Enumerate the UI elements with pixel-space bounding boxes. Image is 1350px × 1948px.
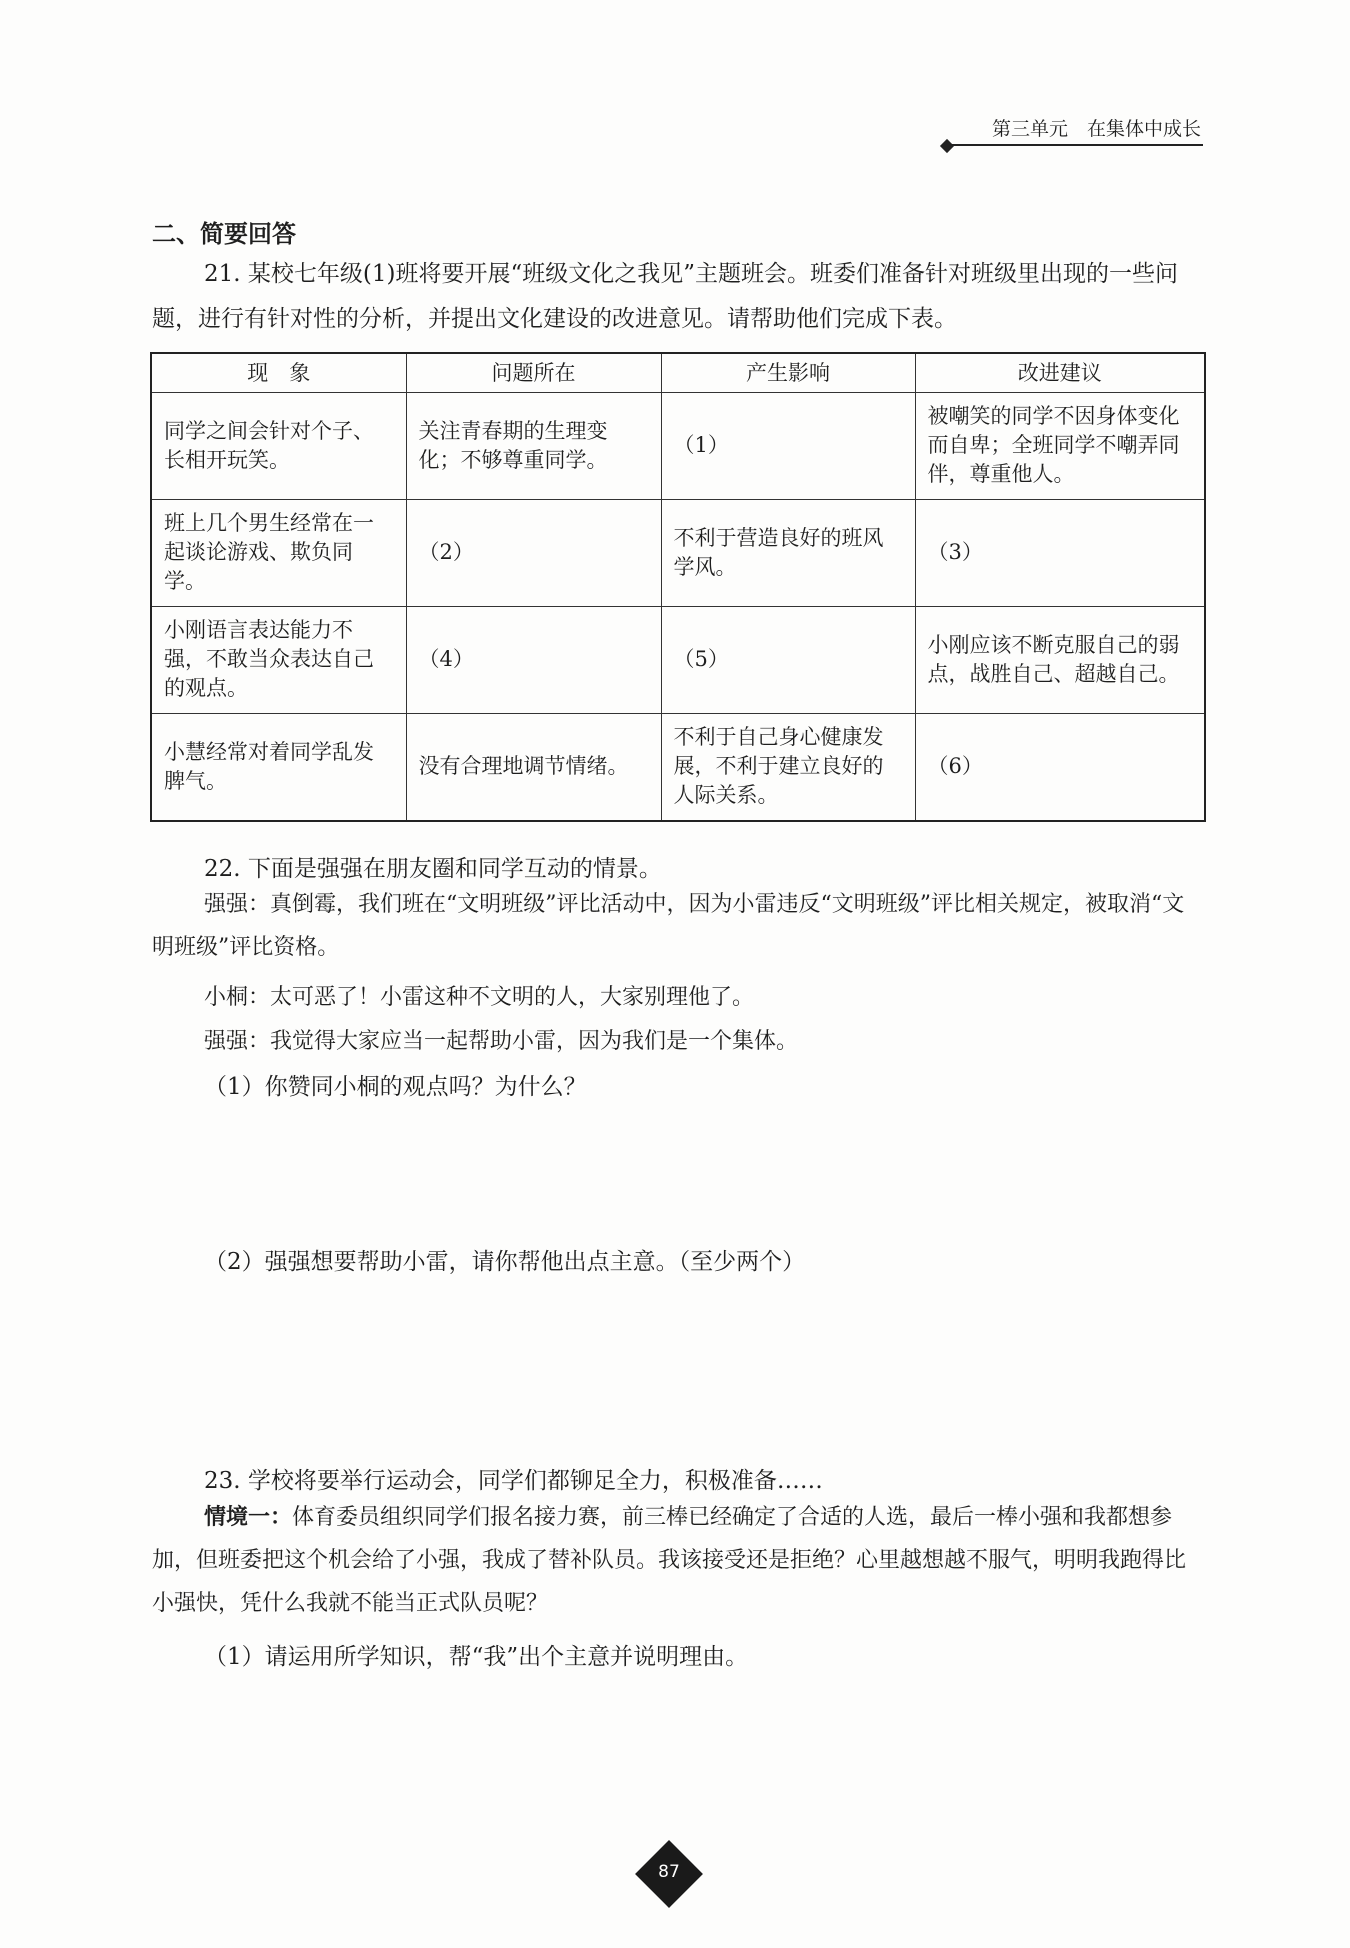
table-cell: 小刚应该不断克服自己的弱点，战胜自己、超越自己。: [915, 606, 1205, 713]
analysis-table: [150, 352, 1206, 822]
table-cell: 被嘲笑的同学不因身体变化而自卑；全班同学不嘲弄同伴，尊重他人。: [915, 393, 1205, 500]
table-cell: 不利于营造良好的班风学风。: [661, 499, 915, 606]
q22-dialog-2: 小桐：太可恶了！小雷这种不文明的人，大家别理他了。: [204, 985, 755, 1010]
table-cell: （4）: [406, 606, 661, 713]
col-header: 产生影响: [661, 353, 915, 393]
table-cell: 小刚语言表达能力不强，不敢当众表达自己的观点。: [151, 606, 406, 713]
q21-text: 21. 某校七年级(1)班将要开展“班级文化之我见”主题班会。班委们准备针对班级里出现的一些问题，进行有针对性的分析，并提出文化建设的改进意见。请帮助他们完成下表。: [152, 261, 1178, 332]
col-header: 改进建议: [915, 353, 1205, 393]
table-row: [151, 713, 1205, 821]
table-cell: （5）: [661, 606, 915, 713]
col-header: 问题所在: [406, 353, 661, 393]
scenario-label: 情境一：: [204, 1505, 293, 1530]
table-cell: （3）: [915, 499, 1205, 606]
table-cell: 班上几个男生经常在一起谈论游戏、欺负同学。: [151, 499, 406, 606]
q23-sub1: （1）请运用所学知识，帮“我”出个主意并说明理由。: [204, 1644, 749, 1670]
page-header: [950, 114, 1203, 146]
scenario-text: 体育委员组织同学们报名接力赛，前三棒已经确定了合适的人选，最后一棒小强和我都想参加，但班委把这个机会给了小强，我成了替补队员。我该接受还是拒绝？心里越想越不服气，明明我跑得比小强快，凭什么我就不能当正式队员呢？: [152, 1505, 1187, 1616]
table-row: [151, 606, 1205, 713]
table-cell: 不利于自己身心健康发展，不利于建立良好的人际关系。: [661, 713, 915, 821]
table-cell: （2）: [406, 499, 661, 606]
table-cell: （6）: [915, 713, 1205, 821]
table-row: [151, 499, 1205, 606]
q22-dialog-3: 强强：我觉得大家应当一起帮助小雷，因为我们是一个集体。: [204, 1029, 799, 1054]
q22-dialog-1: 强强：真倒霉，我们班在“文明班级”评比活动中，因为小雷违反“文明班级”评比相关规定，被取消“文明班级”评比资格。: [152, 892, 1185, 960]
col-header: 现 象: [151, 353, 406, 393]
q23-intro: 23. 学校将要举行运动会，同学们都铆足全力，积极准备……: [204, 1468, 823, 1494]
table-cell: （1）: [661, 393, 915, 500]
section-title: 二、简要回答: [152, 220, 296, 248]
table-cell: 小慧经常对着同学乱发脾气。: [151, 713, 406, 821]
table-cell: 关注青春期的生理变化；不够尊重同学。: [406, 393, 661, 500]
table-cell: 没有合理地调节情绪。: [406, 713, 661, 821]
diamond-icon: [940, 139, 954, 153]
q23-scenario: [152, 1496, 1202, 1625]
page-number: 87: [658, 1862, 680, 1882]
q22-intro: 22. 下面是强强在朋友圈和同学互动的情景。: [204, 856, 662, 882]
q22-sub1: （1）你赞同小桐的观点吗？为什么？: [204, 1074, 587, 1100]
q22-sub2: （2）强强想要帮助小雷，请你帮他出点主意。（至少两个）: [204, 1249, 806, 1275]
unit-title: 第三单元 在集体中成长: [991, 118, 1201, 140]
table-row: [151, 393, 1205, 500]
table-header-row: [151, 353, 1205, 393]
table-cell: 同学之间会针对个子、长相开玩笑。: [151, 393, 406, 500]
